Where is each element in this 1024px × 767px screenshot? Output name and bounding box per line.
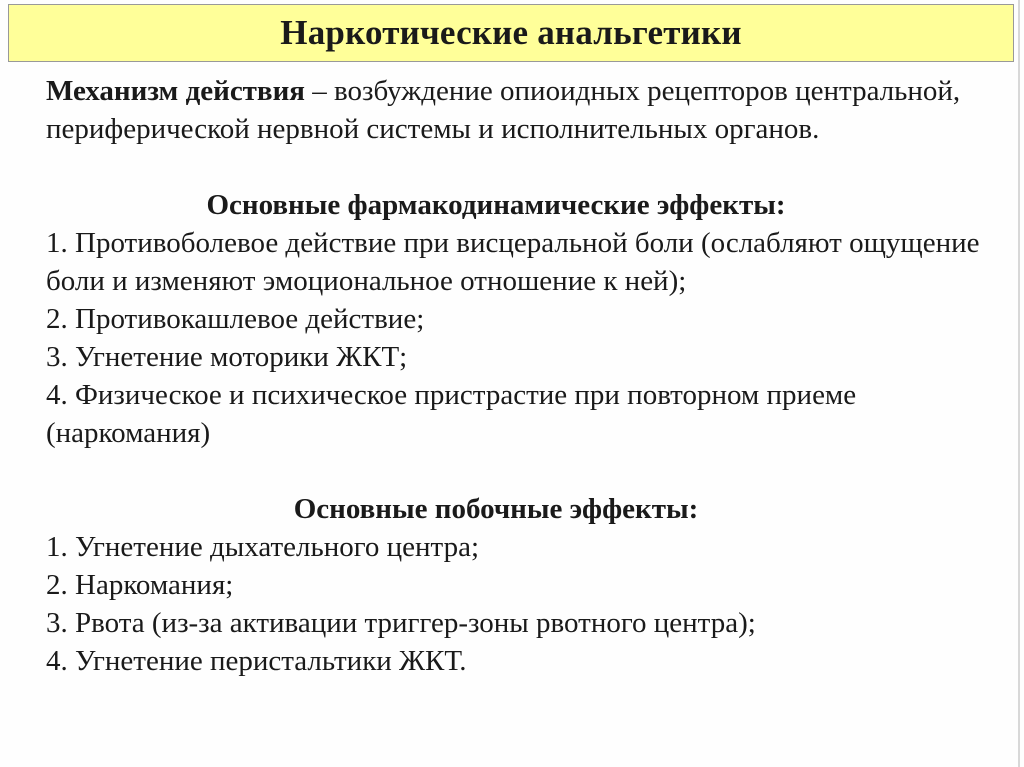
pharmacodynamics-list bbox=[46, 224, 1006, 452]
mechanism-paragraph bbox=[46, 72, 1006, 148]
list-item: 3. Рвота (из-за активации триггер-зоны рвотного центра); bbox=[46, 607, 756, 639]
page-title: Наркотические анальгетики bbox=[280, 13, 742, 52]
mechanism-text: – возбуждение опиоидных рецепторов центральной, периферической нервной системы и исполнительных органов. bbox=[46, 75, 961, 145]
list-item: 2. Противокашлевое действие; bbox=[46, 303, 425, 335]
list-item: 4. Физическое и психическое пристрастие при повторном приеме (наркомания) bbox=[46, 379, 857, 449]
mechanism-label: Механизм действия bbox=[46, 75, 305, 107]
slide-body bbox=[46, 72, 1006, 680]
list-item: 1. Противоболевое действие при висцеральной боли (ослабляют ощущение боли и изменяют эмоциональное отношение к ней); bbox=[46, 227, 980, 297]
side-effects-heading: Основные побочные эффекты: bbox=[293, 493, 699, 525]
spacer bbox=[46, 452, 1006, 490]
list-item: 1. Угнетение дыхательного центра; bbox=[46, 531, 480, 563]
list-item: 4. Угнетение перистальтики ЖКТ. bbox=[46, 645, 467, 677]
list-item: 2. Наркомания; bbox=[46, 569, 234, 601]
list-item: 3. Угнетение моторики ЖКТ; bbox=[46, 341, 408, 373]
pharmacodynamics-heading: Основные фармакодинамические эффекты: bbox=[206, 189, 786, 221]
title-banner bbox=[8, 4, 1014, 62]
side-effects-list bbox=[46, 528, 1006, 680]
spacer bbox=[46, 148, 1006, 186]
